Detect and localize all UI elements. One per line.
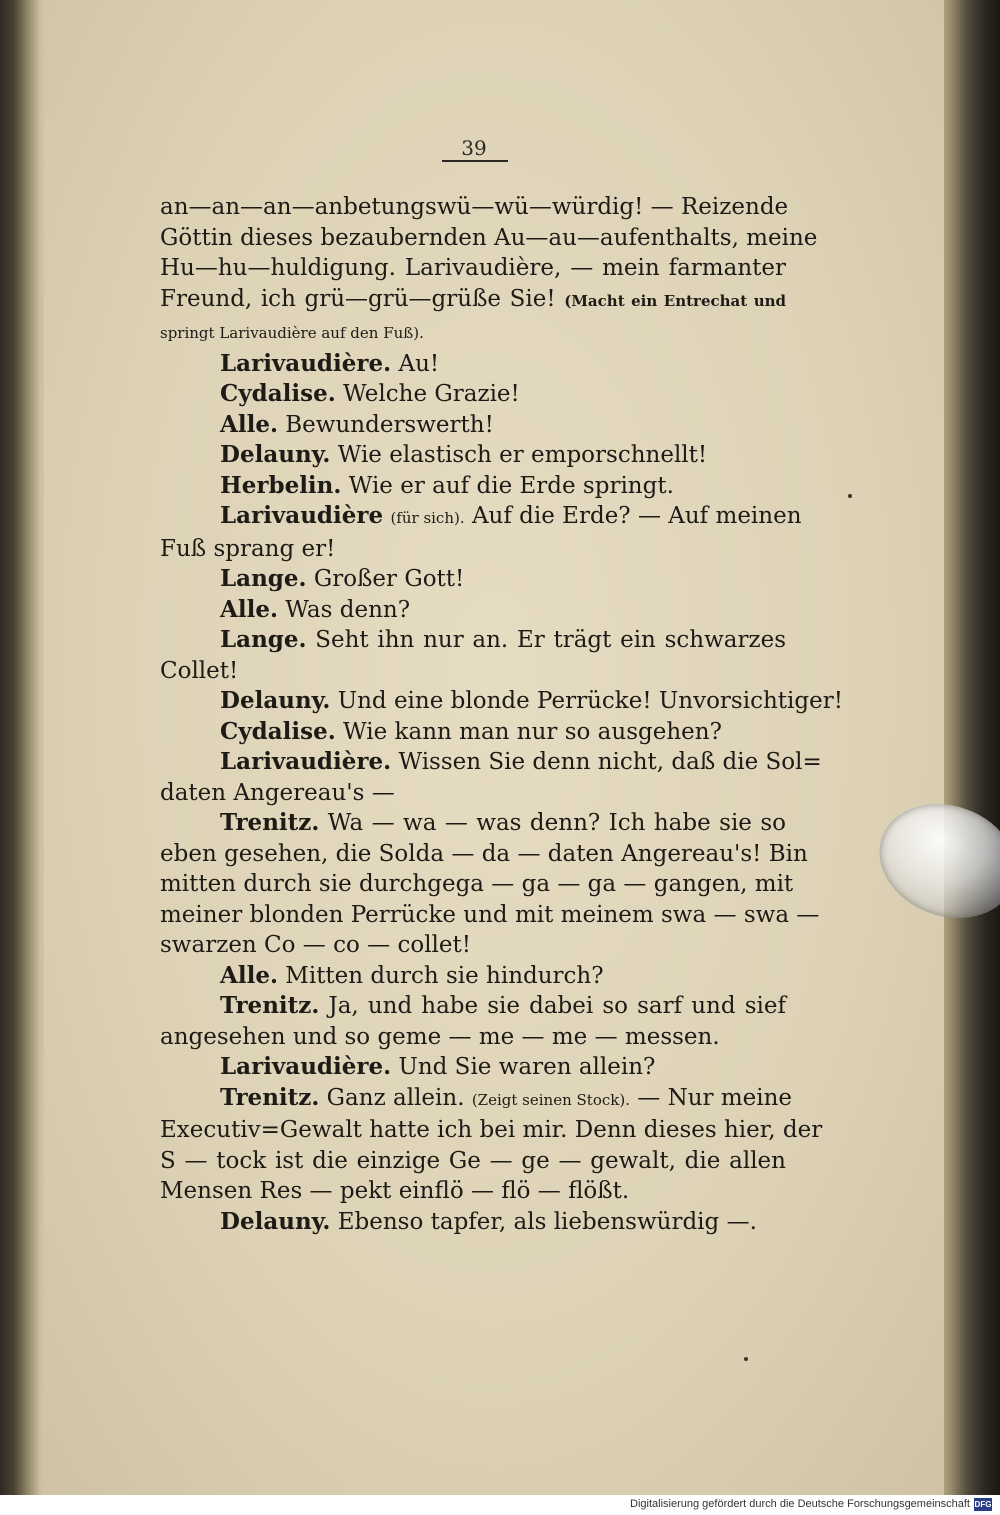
dialogue-line: Alle. Bewunderswerth! (220, 410, 494, 438)
dialogue-line: Larivaudière (für sich). Auf die Erde? — Auf meinen (220, 502, 802, 529)
text-line-2: Göttin dieses bezaubernden Au—au—aufenthalts, meine (160, 224, 818, 251)
dialogue-line: Larivaudière. Au! (220, 349, 440, 377)
text-line-continuation: Fuß sprang er! (160, 535, 336, 562)
text-line-continuation: mitten durch sie durchgega — ga — ga — gangen, mit (160, 871, 794, 897)
dialogue-line: Larivaudière. Und Sie waren allein? (220, 1053, 656, 1080)
stage-direction: (Zeigt seinen Stock). (471, 1090, 630, 1109)
text-line-continuation: daten Angereau's — (160, 779, 395, 806)
text-line-4: Freund, ich grü—grü—grüße Sie! (Macht ein Entrechat und (160, 285, 787, 312)
speaker-name: Herbelin. (220, 471, 342, 499)
speaker-name: Delauny. (220, 1207, 331, 1235)
speaker-name: Trenitz. (220, 992, 320, 1019)
footer-credit: Digitalisierung gefördert durch die Deutsche Forschungsgemeinschaft (630, 1498, 970, 1510)
dialogue-line: Larivaudière. Wissen Sie denn nicht, daß die Sol= (220, 748, 822, 775)
dialogue-line: Cydalise. Wie kann man nur so ausgehen? (220, 717, 722, 745)
text-line-continuation: swarzen Co — co — collet! (160, 932, 472, 958)
dialogue-line: Trenitz. Ganz allein. (Zeigt seinen Stock). — Nur meine (220, 1083, 793, 1111)
text-line-continuation: meiner blonden Perrücke und mit meinem swa — swa — (160, 901, 820, 928)
text-line-continuation: Collet! (160, 657, 239, 684)
text-line-continuation: S — tock ist die einzige Ge — ge — gewalt, die allen (160, 1147, 786, 1174)
speaker-name: Delauny. (220, 687, 331, 714)
speck-mark (744, 1357, 748, 1361)
speaker-name: Lange. (220, 626, 307, 653)
speaker-name: Alle. (220, 961, 278, 989)
dialogue-line: Alle. Mitten durch sie hindurch? (220, 961, 604, 989)
dialogue-line: Trenitz. Wa — wa — was denn? Ich habe sie so (220, 809, 787, 836)
speaker-name: Delauny. (220, 441, 331, 468)
stage-direction: (für sich). (390, 509, 465, 527)
dialogue-line: Alle. Was denn? (220, 595, 411, 623)
dialogue-line: Delauny. Wie elastisch er emporschnellt! (220, 441, 708, 468)
speck-mark (848, 494, 852, 498)
speaker-name: Alle. (220, 410, 278, 438)
dialogue-line: Trenitz. Ja, und habe sie dabei so sarf und sief (220, 992, 786, 1019)
speaker-name: Cydalise. (220, 717, 336, 745)
text-line-continuation: Mensen Res — pekt einflö — flö — flößt. (160, 1178, 630, 1204)
dialogue-line: Delauny. Und eine blonde Perrücke! Unvorsichtiger! (220, 687, 843, 714)
text-line-1: an—an—an—anbetungswü—wü—würdig! — Reizende (160, 194, 789, 220)
speaker-name: Larivaudière. (220, 748, 392, 775)
text-line-3: Hu—hu—huldigung. Larivaudière, — mein farmanter (160, 255, 786, 281)
speaker-name: Larivaudière. (220, 1053, 392, 1080)
text-line-continuation: Executiv=Gewalt hatte ich bei mir. Denn dieses hier, der (160, 1117, 823, 1143)
speaker-name: Trenitz. (220, 1083, 320, 1111)
dfg-logo-icon: DFG (974, 1500, 992, 1509)
page-number-rule (442, 160, 508, 162)
dialogue-line: Delauny. Ebenso tapfer, als liebenswürdig —. (220, 1207, 757, 1235)
dialogue-line: Herbelin. Wie er auf die Erde springt. (220, 471, 674, 499)
speaker-name: Larivaudière (220, 502, 384, 529)
speaker-name: Larivaudière. (220, 349, 392, 377)
speaker-name: Lange. (220, 565, 307, 592)
page-number: 39 (461, 136, 487, 160)
page-text (160, 192, 843, 1237)
dialogue-line: Cydalise. Welche Grazie! (220, 380, 520, 407)
speaker-name: Alle. (220, 595, 278, 623)
speaker-name: Trenitz. (220, 809, 320, 836)
stage-direction: springt Larivaudière auf den Fuß). (160, 324, 424, 342)
text-line-continuation: angesehen und so geme — me — me — messen. (160, 1023, 720, 1050)
dialogue-line: Lange. Großer Gott! (220, 565, 465, 592)
text-line-5 (160, 316, 786, 349)
speaker-name: Cydalise. (220, 380, 336, 407)
text-line-continuation: eben gesehen, die Solda — da — daten Angereau's! Bin (160, 840, 808, 867)
dialogue-line: Lange. Seht ihn nur an. Er trägt ein schwarzes (220, 626, 786, 653)
stage-direction: (Macht ein Entrechat und (564, 291, 787, 310)
